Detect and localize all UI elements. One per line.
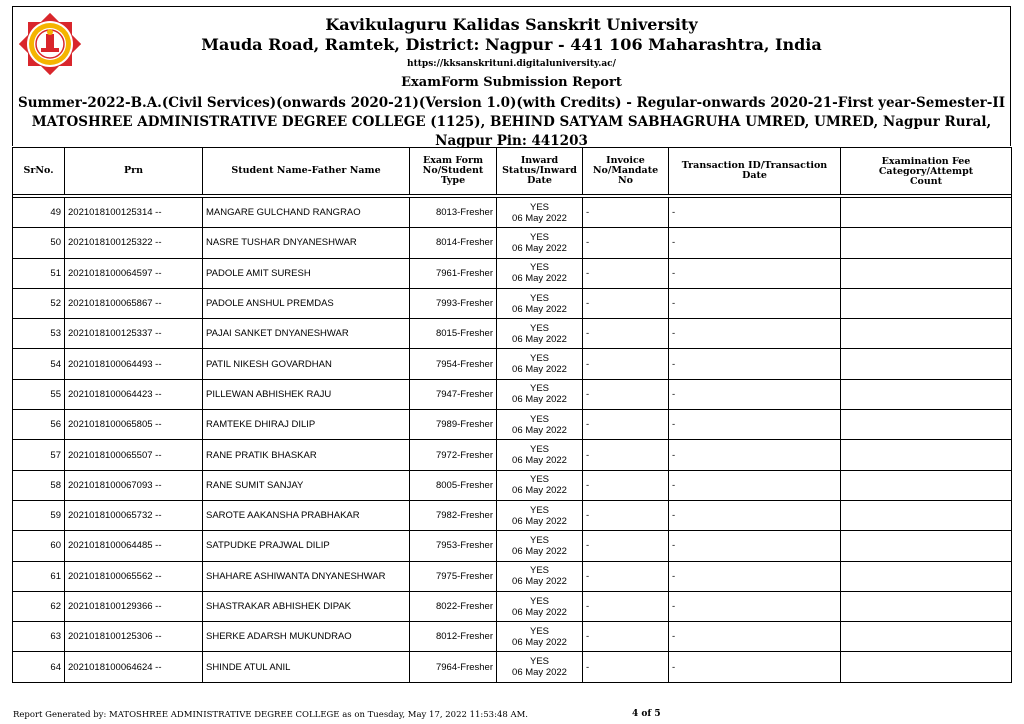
college-line-1: MATOSHREE ADMINISTRATIVE DEGREE COLLEGE (1125), BEHIND SATYAM SABHAGRUHA UMRED, UMRED, Nagpur Rural, xyxy=(31,114,992,130)
cell-transaction: - xyxy=(669,288,841,318)
cell-exam-form: 7947-Fresher xyxy=(410,379,497,409)
university-website[interactable]: https://kksanskrituni.digitaluniversity.ac/ xyxy=(407,59,616,69)
cell-student-name: NASRE TUSHAR DNYANESHWAR xyxy=(203,228,410,258)
cell-fee-category xyxy=(841,319,1012,349)
cell-exam-form: 8022-Fresher xyxy=(410,591,497,621)
report-title: ExamForm Submission Report xyxy=(401,75,622,90)
cell-student-name: SHINDE ATUL ANIL xyxy=(203,652,410,682)
col-header-exam-form: Exam Form No/Student Type xyxy=(410,148,497,195)
cell-srno: 50 xyxy=(13,228,65,258)
cell-inward-status xyxy=(497,531,583,561)
cell-inward-status xyxy=(497,410,583,440)
cell-invoice: - xyxy=(583,379,669,409)
cell-exam-form: 8013-Fresher xyxy=(410,198,497,228)
cell-invoice: - xyxy=(583,349,669,379)
cell-invoice: - xyxy=(583,228,669,258)
cell-inward-status xyxy=(497,440,583,470)
cell-transaction: - xyxy=(669,258,841,288)
inward-status: YES xyxy=(529,504,549,516)
cell-inward-status xyxy=(497,198,583,228)
cell-prn: 2021018100065867 -- xyxy=(65,288,203,318)
cell-student-name: PAJAI SANKET DNYANESHWAR xyxy=(203,319,410,349)
cell-exam-form: 7993-Fresher xyxy=(410,288,497,318)
cell-srno: 49 xyxy=(13,198,65,228)
col-header-srno: SrNo. xyxy=(13,148,65,195)
inward-status: YES xyxy=(529,413,549,425)
col-header-student-name: Student Name-Father Name xyxy=(203,148,410,195)
report-footer: Report Generated by: MATOSHREE ADMINISTRATIVE DEGREE COLLEGE as on Tuesday, May 17, 2022 11:53:48 AM. xyxy=(13,710,529,720)
inward-status: YES xyxy=(529,595,549,607)
col-header-invoice: Invoice No/Mandate No xyxy=(583,148,669,195)
cell-exam-form: 7972-Fresher xyxy=(410,440,497,470)
inward-date: 06 May 2022 xyxy=(512,606,567,618)
cell-fee-category xyxy=(841,258,1012,288)
cell-srno: 54 xyxy=(13,349,65,379)
cell-prn: 2021018100125314 -- xyxy=(65,198,203,228)
cell-fee-category xyxy=(841,379,1012,409)
cell-srno: 52 xyxy=(13,288,65,318)
cell-transaction: - xyxy=(669,500,841,530)
cell-fee-category xyxy=(841,531,1012,561)
cell-invoice: - xyxy=(583,622,669,652)
cell-invoice: - xyxy=(583,410,669,440)
inward-date: 06 May 2022 xyxy=(512,545,567,557)
cell-prn: 2021018100125322 -- xyxy=(65,228,203,258)
cell-student-name: SATPUDKE PRAJWAL DILIP xyxy=(203,531,410,561)
inward-date: 06 May 2022 xyxy=(512,394,567,406)
cell-exam-form: 7982-Fresher xyxy=(410,500,497,530)
cell-student-name: SAROTE AAKANSHA PRABHAKAR xyxy=(203,500,410,530)
cell-srno: 57 xyxy=(13,440,65,470)
cell-student-name: PILLEWAN ABHISHEK RAJU xyxy=(203,379,410,409)
cell-prn: 2021018100064485 -- xyxy=(65,531,203,561)
cell-student-name: RANE PRATIK BHASKAR xyxy=(203,440,410,470)
cell-prn: 2021018100067093 -- xyxy=(65,470,203,500)
table-row xyxy=(13,591,1012,621)
cell-inward-status xyxy=(497,500,583,530)
table-row xyxy=(13,500,1012,530)
inward-date: 06 May 2022 xyxy=(512,364,567,376)
cell-srno: 56 xyxy=(13,410,65,440)
table-row xyxy=(13,379,1012,409)
cell-student-name: PADOLE AMIT SURESH xyxy=(203,258,410,288)
inward-status: YES xyxy=(529,322,549,334)
table-row xyxy=(13,349,1012,379)
cell-inward-status xyxy=(497,258,583,288)
table-row xyxy=(13,410,1012,440)
cell-transaction: - xyxy=(669,470,841,500)
cell-inward-status xyxy=(497,228,583,258)
table-row xyxy=(13,440,1012,470)
cell-transaction: - xyxy=(669,228,841,258)
cell-invoice: - xyxy=(583,319,669,349)
table-row xyxy=(13,288,1012,318)
cell-inward-status xyxy=(497,319,583,349)
cell-fee-category xyxy=(841,561,1012,591)
cell-invoice: - xyxy=(583,500,669,530)
inward-status: YES xyxy=(529,474,549,486)
cell-inward-status xyxy=(497,561,583,591)
inward-status: YES xyxy=(529,444,549,456)
cell-fee-category xyxy=(841,410,1012,440)
inward-status: YES xyxy=(529,353,549,365)
cell-student-name: RAMTEKE DHIRAJ DILIP xyxy=(203,410,410,440)
cell-transaction: - xyxy=(669,349,841,379)
cell-invoice: - xyxy=(583,652,669,682)
cell-transaction: - xyxy=(669,561,841,591)
inward-date: 06 May 2022 xyxy=(512,455,567,467)
cell-transaction: - xyxy=(669,410,841,440)
cell-fee-category xyxy=(841,440,1012,470)
inward-date: 06 May 2022 xyxy=(512,485,567,497)
exam-description: Summer-2022-B.A.(Civil Services)(onwards 2020-21)(Version 1.0)(with Credits) - Regular-onwards 2020-21-First year-Semester-II xyxy=(17,95,1006,111)
cell-student-name: SHERKE ADARSH MUKUNDRAO xyxy=(203,622,410,652)
cell-transaction: - xyxy=(669,198,841,228)
cell-transaction: - xyxy=(669,440,841,470)
cell-srno: 51 xyxy=(13,258,65,288)
cell-exam-form: 7961-Fresher xyxy=(410,258,497,288)
inward-date: 06 May 2022 xyxy=(512,212,567,224)
inward-status: YES xyxy=(529,625,549,637)
cell-prn: 2021018100125306 -- xyxy=(65,622,203,652)
inward-status: YES xyxy=(529,534,549,546)
cell-srno: 62 xyxy=(13,591,65,621)
cell-fee-category xyxy=(841,652,1012,682)
cell-transaction: - xyxy=(669,379,841,409)
inward-status: YES xyxy=(529,656,549,668)
cell-prn: 2021018100064493 -- xyxy=(65,349,203,379)
cell-transaction: - xyxy=(669,531,841,561)
table-row xyxy=(13,319,1012,349)
inward-date: 06 May 2022 xyxy=(512,333,567,345)
cell-srno: 64 xyxy=(13,652,65,682)
cell-inward-status xyxy=(497,288,583,318)
table-row xyxy=(13,561,1012,591)
cell-invoice: - xyxy=(583,591,669,621)
inward-date: 06 May 2022 xyxy=(512,636,567,648)
cell-exam-form: 7954-Fresher xyxy=(410,349,497,379)
table-row xyxy=(13,198,1012,228)
cell-prn: 2021018100065507 -- xyxy=(65,440,203,470)
inward-status: YES xyxy=(529,231,549,243)
cell-prn: 2021018100065732 -- xyxy=(65,500,203,530)
inward-status: YES xyxy=(529,383,549,395)
inward-date: 06 May 2022 xyxy=(512,242,567,254)
table-row xyxy=(13,258,1012,288)
submission-table xyxy=(12,147,1012,683)
cell-srno: 61 xyxy=(13,561,65,591)
cell-prn: 2021018100129366 -- xyxy=(65,591,203,621)
cell-prn: 2021018100064597 -- xyxy=(65,258,203,288)
cell-prn: 2021018100064423 -- xyxy=(65,379,203,409)
cell-invoice: - xyxy=(583,531,669,561)
table-row xyxy=(13,531,1012,561)
col-header-fee-category: Examination Fee Category/Attempt Count xyxy=(841,148,1012,195)
cell-student-name: MANGARE GULCHAND RANGRAO xyxy=(203,198,410,228)
cell-invoice: - xyxy=(583,561,669,591)
inward-date: 06 May 2022 xyxy=(512,273,567,285)
cell-fee-category xyxy=(841,349,1012,379)
cell-inward-status xyxy=(497,379,583,409)
cell-srno: 60 xyxy=(13,531,65,561)
cell-exam-form: 8014-Fresher xyxy=(410,228,497,258)
university-name: Kavikulaguru Kalidas Sanskrit University xyxy=(325,15,698,34)
cell-prn: 2021018100065805 -- xyxy=(65,410,203,440)
col-header-inward-status: Inward Status/Inward Date xyxy=(497,148,583,195)
cell-exam-form: 8005-Fresher xyxy=(410,470,497,500)
cell-prn: 2021018100065562 -- xyxy=(65,561,203,591)
col-header-prn: Prn xyxy=(65,148,203,195)
inward-date: 06 May 2022 xyxy=(512,424,567,436)
inward-status: YES xyxy=(529,262,549,274)
cell-transaction: - xyxy=(669,591,841,621)
cell-srno: 58 xyxy=(13,470,65,500)
cell-invoice: - xyxy=(583,470,669,500)
inward-date: 06 May 2022 xyxy=(512,576,567,588)
table-row xyxy=(13,228,1012,258)
cell-srno: 59 xyxy=(13,500,65,530)
cell-fee-category xyxy=(841,591,1012,621)
cell-student-name: PADOLE ANSHUL PREMDAS xyxy=(203,288,410,318)
cell-student-name: SHAHARE ASHIWANTA DNYANESHWAR xyxy=(203,561,410,591)
table-header-row xyxy=(13,148,1012,195)
inward-date: 06 May 2022 xyxy=(512,303,567,315)
cell-fee-category xyxy=(841,228,1012,258)
cell-transaction: - xyxy=(669,652,841,682)
cell-exam-form: 8015-Fresher xyxy=(410,319,497,349)
col-header-transaction: Transaction ID/Transaction Date xyxy=(669,148,841,195)
cell-fee-category xyxy=(841,622,1012,652)
cell-student-name: PATIL NIKESH GOVARDHAN xyxy=(203,349,410,379)
cell-inward-status xyxy=(497,622,583,652)
cell-transaction: - xyxy=(669,622,841,652)
report-header xyxy=(12,6,1011,149)
cell-invoice: - xyxy=(583,198,669,228)
table-row xyxy=(13,652,1012,682)
cell-transaction: - xyxy=(669,319,841,349)
cell-inward-status xyxy=(497,591,583,621)
inward-date: 06 May 2022 xyxy=(512,515,567,527)
cell-invoice: - xyxy=(583,258,669,288)
cell-student-name: RANE SUMIT SANJAY xyxy=(203,470,410,500)
cell-srno: 63 xyxy=(13,622,65,652)
page-number: 4 of 5 xyxy=(632,709,661,719)
cell-srno: 53 xyxy=(13,319,65,349)
cell-fee-category xyxy=(841,470,1012,500)
inward-status: YES xyxy=(529,565,549,577)
cell-exam-form: 7989-Fresher xyxy=(410,410,497,440)
inward-status: YES xyxy=(529,292,549,304)
cell-prn: 2021018100125337 -- xyxy=(65,319,203,349)
cell-inward-status xyxy=(497,652,583,682)
cell-inward-status xyxy=(497,349,583,379)
cell-exam-form: 7953-Fresher xyxy=(410,531,497,561)
cell-fee-category xyxy=(841,500,1012,530)
inward-date: 06 May 2022 xyxy=(512,667,567,679)
inward-status: YES xyxy=(529,201,549,213)
cell-srno: 55 xyxy=(13,379,65,409)
table-row xyxy=(13,470,1012,500)
cell-prn: 2021018100064624 -- xyxy=(65,652,203,682)
cell-exam-form: 8012-Fresher xyxy=(410,622,497,652)
cell-invoice: - xyxy=(583,440,669,470)
cell-fee-category xyxy=(841,288,1012,318)
cell-student-name: SHASTRAKAR ABHISHEK DIPAK xyxy=(203,591,410,621)
cell-exam-form: 7964-Fresher xyxy=(410,652,497,682)
table-row xyxy=(13,622,1012,652)
cell-invoice: - xyxy=(583,288,669,318)
cell-fee-category xyxy=(841,198,1012,228)
college-line-2: Nagpur Pin: 441203 xyxy=(435,133,588,149)
university-address: Mauda Road, Ramtek, District: Nagpur - 441 106 Maharashtra, India xyxy=(201,35,822,54)
cell-inward-status xyxy=(497,470,583,500)
cell-exam-form: 7975-Fresher xyxy=(410,561,497,591)
